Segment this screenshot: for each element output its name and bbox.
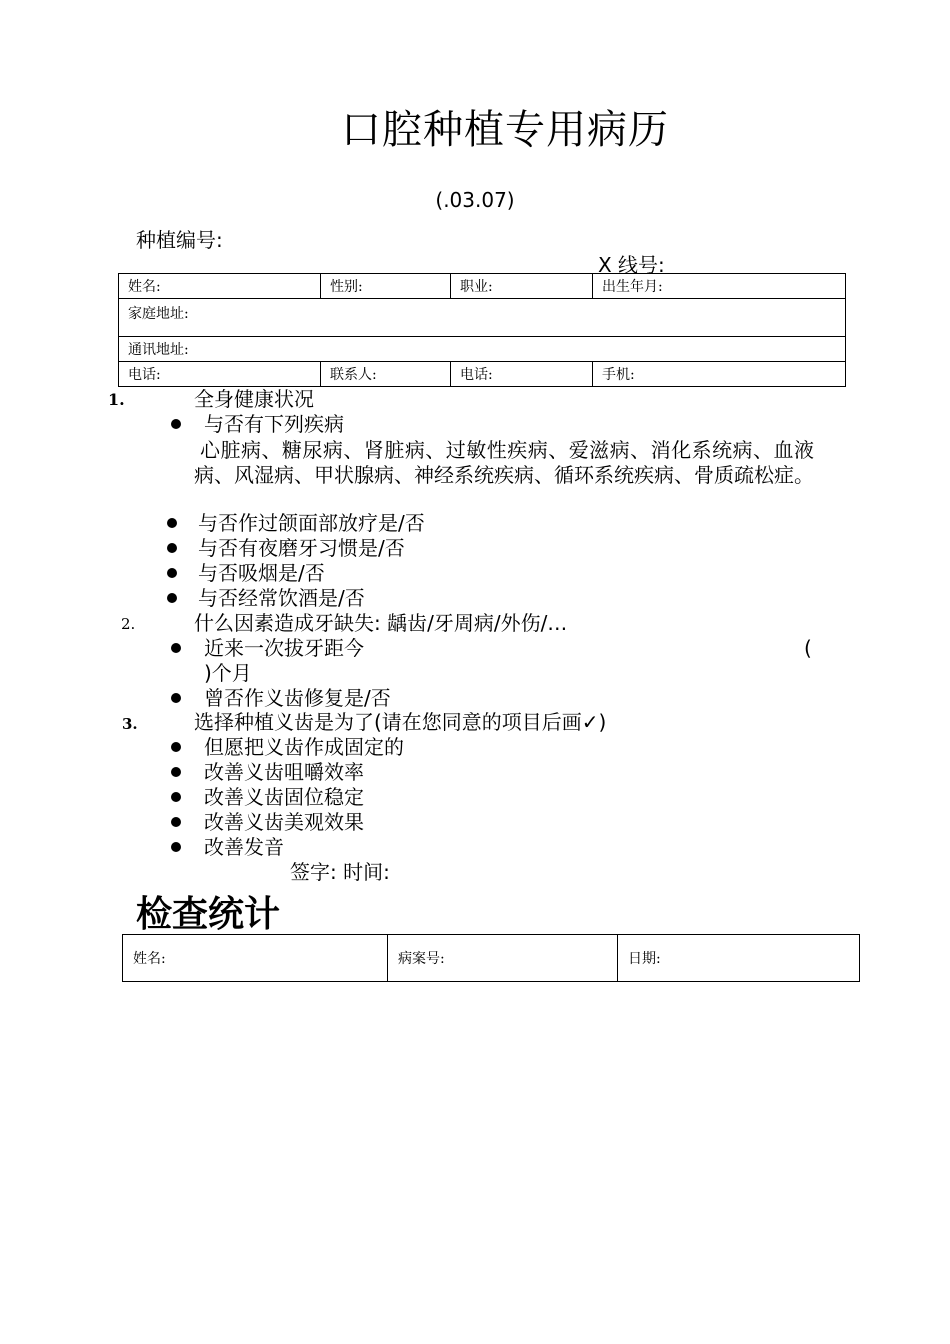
list-item: 与否作过颌面部放疗是/否	[198, 511, 425, 535]
paren-open: (	[804, 636, 812, 660]
case-number-cell[interactable]: 病案号:	[388, 935, 618, 982]
section-title: 选择种植义齿是为了(请在您同意的项目后画✓)	[194, 710, 607, 734]
list-item: 但愿把义齿作成固定的	[204, 735, 404, 759]
contact-phone-cell[interactable]: 电话:	[451, 362, 593, 387]
section-title: 全身健康状况	[194, 387, 314, 411]
exam-name-cell[interactable]: 姓名:	[123, 935, 388, 982]
bullet-icon	[171, 742, 181, 752]
bullet-icon	[167, 593, 177, 603]
implant-number-label: 种植编号:	[136, 228, 223, 252]
phone-cell[interactable]: 电话:	[119, 362, 321, 387]
list-item: 改善义齿美观效果	[204, 810, 364, 834]
name-cell[interactable]: 姓名:	[119, 274, 321, 299]
exam-table	[122, 934, 860, 982]
bullet-icon	[171, 842, 181, 852]
list-item: 改善义齿咀嚼效率	[204, 760, 364, 784]
section-title: 什么因素造成牙缺失: 龋齿/牙周病/外伤/…	[194, 611, 568, 635]
bullet-icon	[171, 817, 181, 827]
list-item: 曾否作义齿修复是/否	[204, 686, 391, 710]
bullet-icon	[167, 543, 177, 553]
list-item: 改善义齿固位稳定	[204, 785, 364, 809]
table-row	[119, 337, 846, 362]
exam-date-cell[interactable]: 日期:	[618, 935, 860, 982]
list-item: 改善发音	[204, 835, 284, 859]
birth-date-cell[interactable]: 出生年月:	[593, 274, 846, 299]
bullet-icon	[171, 643, 181, 653]
list-item: 与否吸烟是/否	[198, 561, 325, 585]
table-row	[119, 274, 846, 299]
patient-info-table	[118, 273, 846, 387]
page-title: 口腔种植专用病历	[341, 107, 669, 153]
list-item: 与否经常饮酒是/否	[198, 586, 365, 610]
table-row	[119, 299, 846, 337]
signature-line: 签字: 时间:	[290, 860, 390, 884]
table-row	[123, 935, 860, 982]
occupation-cell[interactable]: 职业:	[451, 274, 593, 299]
mailing-address-cell[interactable]: 通讯地址:	[119, 337, 846, 362]
gender-cell[interactable]: 性别:	[321, 274, 451, 299]
list-item: 近来一次拔牙距今	[204, 636, 364, 660]
list-item-continuation: )个月	[204, 661, 252, 685]
record-date: (.03.07)	[435, 188, 515, 212]
bullet-icon	[167, 568, 177, 578]
disease-list: 心脏病、糖尿病、肾脏病、过敏性疾病、爱滋病、消化系统病、血液病、风湿病、甲状腺病、神经系统疾病、循环系统疾病、骨质疏松症。	[194, 438, 814, 487]
mobile-cell[interactable]: 手机:	[593, 362, 846, 387]
bullet-icon	[171, 693, 181, 703]
bullet-icon	[171, 767, 181, 777]
section-number: 2.	[121, 615, 136, 633]
home-address-cell[interactable]: 家庭地址:	[119, 299, 846, 337]
bullet-icon	[171, 792, 181, 802]
table-row	[119, 362, 846, 387]
exam-section-title: 检查统计	[136, 894, 281, 935]
list-item: 与否有下列疾病	[204, 412, 344, 436]
list-item: 与否有夜磨牙习惯是/否	[198, 536, 405, 560]
bullet-icon	[167, 518, 177, 528]
section-number: 1.	[108, 390, 125, 409]
xray-number-label: X 线号:	[598, 253, 665, 277]
section-number: 3.	[122, 715, 138, 733]
bullet-icon	[171, 419, 181, 429]
contact-person-cell[interactable]: 联系人:	[321, 362, 451, 387]
